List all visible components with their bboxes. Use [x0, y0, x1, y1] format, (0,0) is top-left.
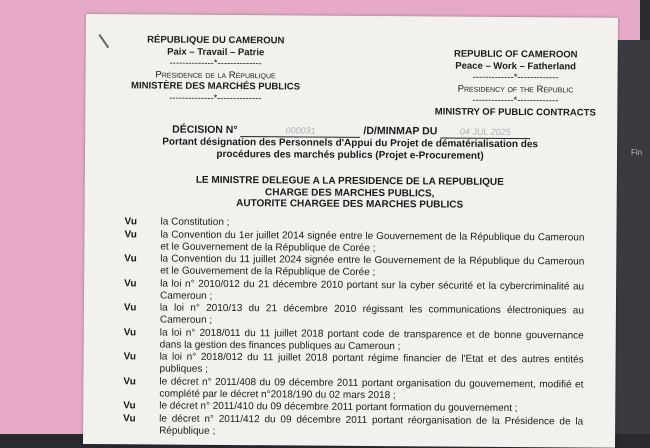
vu-key: Vu [123, 412, 136, 424]
ministry-fr: MINISTÈRE DES MARCHÉS PUBLICS [131, 80, 300, 93]
vu-text: la loi n° 2018/012 du 11 juillet 2018 portant régime financier de l'Etat et des autres entités publiques ; [159, 351, 584, 375]
vu-list [123, 216, 585, 440]
vu-key: Vu [124, 216, 138, 228]
vu-item [123, 413, 583, 440]
vu-key: Vu [124, 277, 137, 289]
vu-text: la Constitution ; [160, 216, 230, 229]
header-right [415, 48, 615, 118]
vu-item [124, 327, 584, 354]
vu-key: Vu [124, 228, 137, 240]
presidency-fr: Présidence de la République [155, 68, 276, 81]
ministry-en: MINISTRY OF PUBLIC CONTRACTS [434, 105, 596, 119]
minister-line: CHARGE DES MARCHES PUBLICS, [264, 186, 435, 199]
decision-number-blank [240, 124, 360, 138]
vu-item [124, 229, 584, 256]
vu-key: Vu [123, 400, 136, 412]
separator: -------------*------------- [472, 71, 559, 84]
vu-item [124, 253, 584, 280]
vu-key: Vu [123, 351, 137, 363]
vu-key: Vu [123, 302, 137, 314]
vu-item [124, 302, 584, 329]
vu-item [123, 351, 583, 378]
separator: --------------*-------------- [169, 92, 262, 104]
vu-key: Vu [123, 375, 136, 387]
vu-key: Vu [123, 326, 137, 338]
document-page [83, 14, 618, 448]
vu-text: la loi n° 2018/011 du 11 juillet 2018 portant code de transparence et de bonne gouvernance dans la gestion des finances publiques au Cameroun ; [159, 327, 584, 352]
decision-date-stamp: 04 JUL 2025 [459, 126, 511, 137]
separator: -------------*------------- [472, 94, 559, 107]
decision-suffix: /D/MINMAP DU [363, 124, 438, 138]
vu-text: la loi n° 2010/012 du 21 décembre 2010 portant sur la cyber sécurité et la cybercriminalité au Cameroun ; [159, 278, 585, 302]
decision-label: DÉCISION N° [172, 123, 238, 137]
vu-item [124, 278, 584, 305]
vu-text: la Convention du 1er juillet 2014 signée entre le Gouvernement de la République du Cameroun et le Gouvernement de la République de Corée ; [160, 229, 585, 254]
vu-key: Vu [124, 253, 137, 265]
decision-number-stamp: 000031 [285, 125, 316, 136]
motto-fr: Paix – Travail – Patrie [167, 46, 265, 58]
vu-item [123, 376, 583, 403]
keyboard-key-label: Fin [631, 148, 643, 157]
vu-text: le décret n° 2011/412 du 09 décembre 2011 portant réorganisation de la Présidence de la République ; [159, 413, 584, 437]
vu-text: la loi n° 2010/13 du 21 décembre 2010 régissant les communications électroniques au Cameroun ; [159, 302, 584, 326]
minister-title [135, 174, 565, 212]
separator: --------------*-------------- [169, 57, 262, 70]
republic-en: REPUBLIC OF CAMEROON [453, 48, 578, 61]
vu-text: le décret n° 2011/408 du 09 décembre 2011 portant organisation du gouvernement, modifié et complété par le décret n°2018/190 du 02 mars 2018 ; [159, 376, 584, 401]
header-left [105, 34, 325, 105]
decision-subject: Portant désignation des Personnels d'Appui du Projet de dématérialisation des procédures des marchés publics (Projet e-Procurement) [162, 136, 539, 162]
minister-line: LE MINISTRE DELEGUE A LA PRESIDENCE DE LA REPUBLIQUE [195, 174, 504, 188]
vu-text: le décret n° 2011/410 du 09 décembre 2011 portant formation du gouvernement ; [159, 400, 518, 415]
vu-text: la Convention du 11 juillet 2024 signée entre le Gouvernement de la République du Cameroun et le Gouvernement de la République de Corée ; [160, 253, 585, 279]
decision-date-blank [440, 125, 530, 139]
minister-line: AUTORITE CHARGEE DES MARCHES PUBLICS [236, 198, 464, 211]
presidency-en: Presidency of the Republic [457, 83, 574, 95]
republic-fr: RÉPUBLIQUE DU CAMEROUN [147, 34, 285, 47]
motto-en: Peace – Work – Fatherland [455, 60, 577, 72]
